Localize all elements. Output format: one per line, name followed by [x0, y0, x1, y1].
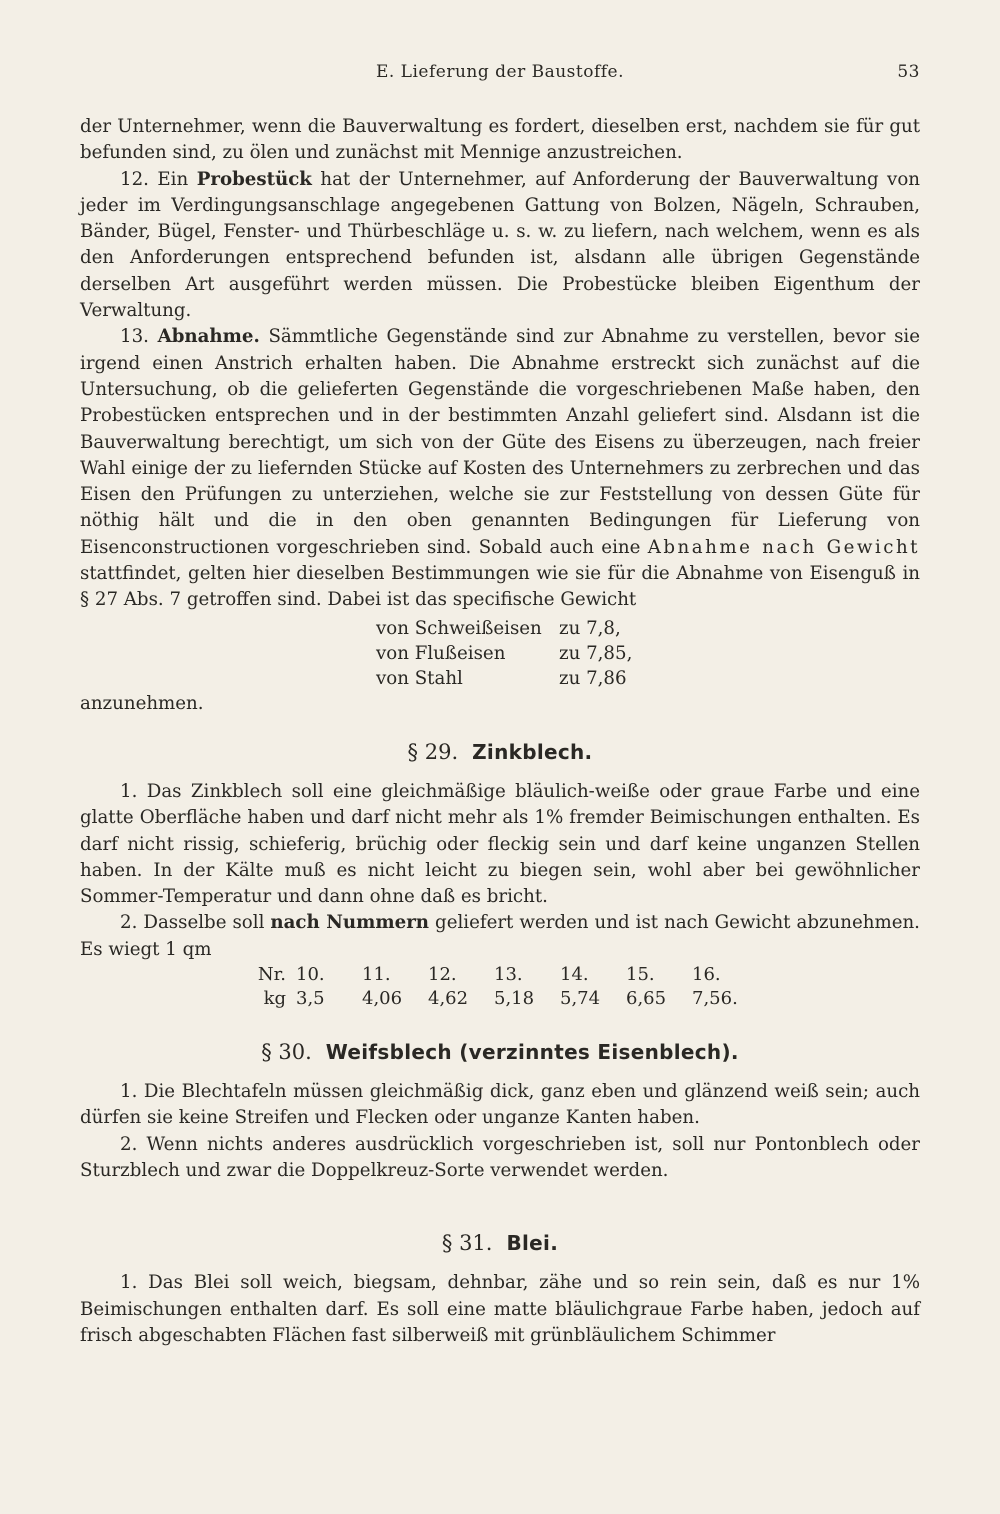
s29-paragraph-2	[80, 910, 920, 963]
closing-word: anzunehmen.	[80, 692, 204, 714]
table-cell: 16.	[692, 964, 721, 986]
paragraph-number: 12.	[120, 168, 149, 190]
paragraph-text-cont: stattfindet, gelten hier dieselben Bestimmungen wie sie für die Abnahme von Eisenguß in § 27 Abs. 7 getroffen sind. Dabei ist das specifische Gewicht	[80, 563, 920, 611]
table-cell: 5,74	[560, 988, 601, 1010]
section-number: § 29.	[407, 739, 459, 764]
row-label: Nr.	[257, 964, 286, 986]
keyword-probestueck: Probestück	[196, 168, 312, 190]
section-heading-30	[80, 1037, 920, 1067]
weight-value: zu 7,85,	[559, 642, 633, 664]
weight-row	[376, 666, 632, 691]
row-label: kg	[263, 988, 286, 1010]
continued-paragraph: der Unternehmer, wenn die Bauverwaltung es fordert, dieselben erst, nachdem sie für gut befunden sind, zu ölen und zunächst mit Mennige anzustreichen.	[80, 116, 920, 164]
section-title: Weifsblech (verzinntes Eisenblech).	[325, 1040, 739, 1065]
table-cell: 12.	[428, 964, 457, 986]
keyword-nach-nummern: nach Nummern	[270, 912, 430, 934]
section-title: Blei.	[506, 1231, 559, 1256]
weight-row	[240, 987, 758, 1011]
weight-value: zu 7,8,	[559, 617, 621, 639]
section-title: Zinkblech.	[472, 739, 593, 764]
section-heading-31	[80, 1228, 920, 1258]
specific-weight-table	[376, 616, 632, 691]
table-cell: 15.	[626, 964, 655, 986]
table-cell: 10.	[296, 964, 325, 986]
zinc-weight-table	[240, 963, 758, 1011]
table-cell: 5,18	[494, 988, 535, 1010]
running-title: E. Lieferung der Baustoffe.	[375, 62, 625, 82]
weight-row	[376, 616, 632, 641]
page-number: 53	[897, 62, 920, 82]
table-cell: 7,56.	[692, 988, 738, 1010]
table-cell: 13.	[494, 964, 523, 986]
material: von Flußeisen	[376, 642, 506, 664]
paragraph-12	[80, 167, 920, 325]
s30-paragraph-1: 1. Die Blechtafeln müssen gleichmäßig dick, ganz eben und glänzend weiß sein; auch dürfen sie keine Streifen und Flecken oder unganze Kanten haben.	[80, 1081, 920, 1129]
body-text	[80, 114, 920, 1349]
section-heading-29	[80, 737, 920, 767]
table-cell: 4,06	[362, 988, 403, 1010]
paragraph-text: hat der Unternehmer, auf Anforderung der Bauverwaltung von jeder im Verdingungsanschlage angegebenen Gattung von Bolzen, Nägeln, Schrauben, Bänder, Bügel, Fenster- und Thürbeschläge u. s. w. zu liefern, nach welchem, wenn es als den Anforderungen entsprechend befunden ist, alsdann alle übrigen Gegenstände derselben Art ausgeführt werden müssen. Die Probestücke bleiben Eigenthum der Verwaltung.	[80, 168, 920, 322]
keyword-abnahme: Abnahme.	[157, 326, 260, 348]
paragraph-text-cont: geliefert werden und ist nach Gewicht abzunehmen. Es wiegt 1 qm	[80, 912, 920, 960]
section-number: § 30.	[261, 1040, 312, 1065]
paragraph-number: 13.	[120, 326, 149, 348]
material: von Stahl	[376, 667, 463, 689]
table-cell: 6,65	[626, 988, 667, 1010]
weight-value: zu 7,86	[559, 667, 627, 689]
paragraph-13	[80, 324, 920, 613]
section-number: § 31.	[441, 1231, 493, 1256]
spaced-emphasis: Abnahme nach Gewicht	[647, 536, 920, 558]
page-header	[80, 62, 920, 86]
paragraph-lead: Ein	[157, 168, 189, 190]
s30-paragraph-2: 2. Wenn nichts anderes ausdrücklich vorgeschrieben ist, soll nur Pontonblech oder Sturzblech und zwar die Doppelkreuz-Sorte verwendet werden.	[80, 1133, 920, 1181]
table-cell: 4,62	[428, 988, 469, 1010]
material: von Schweißeisen	[376, 617, 542, 639]
number-row	[240, 963, 758, 987]
table-cell: 14.	[560, 964, 589, 986]
s31-paragraph-1: 1. Das Blei soll weich, biegsam, dehnbar, zähe und so rein sein, daß es nur 1% Beimischungen enthalten darf. Es soll eine matte bläulichgraue Farbe haben, jedoch auf frisch abgeschabten Flächen fast silberweiß mit grünbläulichem Schimmer	[80, 1272, 920, 1346]
weight-row	[376, 641, 632, 666]
table-cell: 11.	[362, 964, 391, 986]
paragraph-text: Sämmtliche Gegenstände sind zur Abnahme zu verstellen, bevor sie irgend einen Anstrich erhalten haben. Die Abnahme erstreckt sich zunächst auf die Untersuchung, ob die gelieferten Gegenstände die vorgeschriebenen Maße haben, den Probestücken entsprechen und in der bestimmten Anzahl geliefert sind. Alsdann ist die Bauverwaltung berechtigt, um sich von der Güte des Eisens zu überzeugen, nach freier Wahl einige der zu liefernden Stücke auf Kosten des Unternehmers zu zerbrechen und das Eisen den Prüfungen zu unterziehen, welche sie zur Feststellung von dessen Güte für nöthig hält und die in den oben genannten Bedingungen für Lieferung von Eisenconstructionen vorgeschrieben sind. Sobald auch eine	[80, 326, 920, 558]
s29-paragraph-1: 1. Das Zinkblech soll eine gleichmäßige bläulich-weiße oder graue Farbe und eine glatte Oberfläche haben und darf nicht mehr als 1% fremder Beimischungen enthalten. Es darf nicht rissig, schieferig, brüchig oder fleckig sein und darf keine unganzen Stellen haben. In der Kälte muß es nicht leicht zu biegen sein, wohl aber bei gewöhnlicher Sommer-Temperatur und dann ohne daß es bricht.	[80, 780, 920, 908]
paragraph-text: 2. Dasselbe soll	[120, 912, 265, 934]
table-cell: 3,5	[296, 988, 325, 1010]
